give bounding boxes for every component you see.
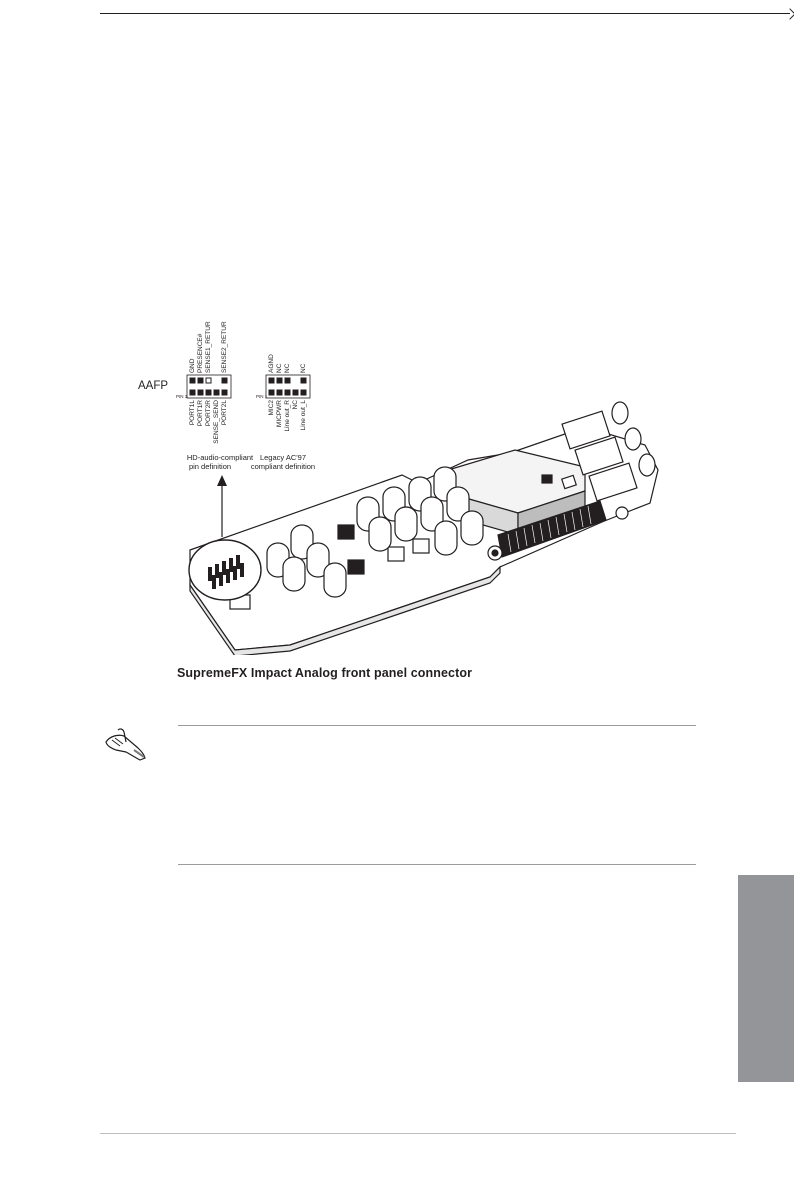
svg-text:NC: NC (284, 363, 291, 373)
svg-text:PORT2R: PORT2R (205, 400, 212, 427)
aafp-connector-figure (130, 305, 690, 655)
figure-caption: SupremeFX Impact Analog front panel connector (177, 666, 473, 680)
svg-text:AGND: AGND (268, 354, 275, 373)
ac97-header (251, 354, 315, 471)
hd-caption-line2: pin definition (188, 462, 232, 471)
svg-text:GND: GND (189, 358, 196, 373)
ac97-caption-line1: Legacy AC'97 (259, 453, 307, 462)
svg-text:PORT2L: PORT2L (221, 400, 228, 426)
ac97-pin1-label: PIN 1 (256, 394, 268, 399)
svg-text:NC: NC (276, 363, 283, 373)
ac97-caption-line2: compliant definition (250, 462, 316, 471)
svg-text:MICPWR: MICPWR (276, 400, 283, 428)
board-illustration (186, 402, 658, 655)
svg-text:SENSE2_RETUR: SENSE2_RETUR (221, 321, 228, 373)
svg-text:Line out_R: Line out_R (284, 400, 291, 432)
hd-audio-header (176, 321, 254, 471)
svg-text:Line out_L: Line out_L (300, 400, 307, 431)
svg-text:PORT1L: PORT1L (189, 400, 196, 426)
svg-text:NC: NC (300, 363, 307, 373)
aafp-label: AAFP (138, 380, 169, 392)
pointer-arrow (217, 475, 227, 537)
svg-text:MIC2: MIC2 (268, 400, 275, 416)
note-rule-bottom (178, 864, 696, 865)
chapter-tab (738, 875, 794, 1082)
hd-caption-line1: HD-audio-compliant (186, 453, 254, 462)
pointing-hand-icon (104, 726, 148, 762)
svg-text:PORT1R: PORT1R (197, 400, 204, 427)
header-rule (100, 13, 790, 14)
svg-text:PRESENCE#: PRESENCE# (197, 333, 204, 373)
svg-text:NC: NC (292, 400, 299, 410)
note-rule-top (178, 725, 696, 726)
footer-rule (100, 1133, 736, 1134)
hd-pin1-label: PIN 1 (176, 394, 188, 399)
svg-text:SENSE1_RETUR: SENSE1_RETUR (205, 321, 212, 373)
svg-text:SENSE_SEND: SENSE_SEND (213, 400, 220, 444)
